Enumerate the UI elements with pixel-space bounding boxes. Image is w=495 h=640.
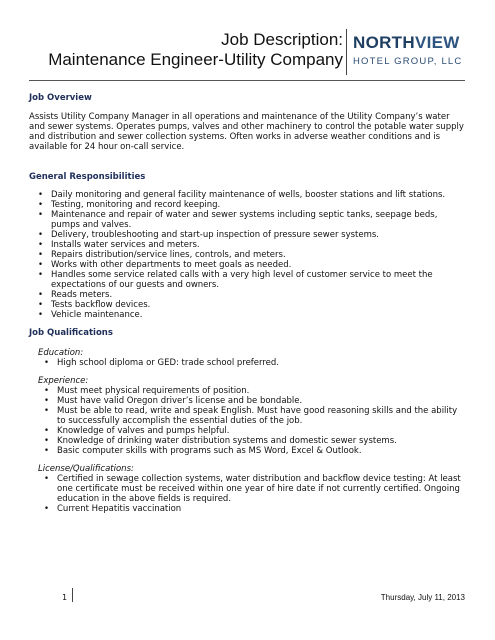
list-item <box>32 240 465 250</box>
overview-text: Assists Utility Company Manager in all operations and maintenance of the Utility Company’s water and sewer systems. Operates pumps, valves and other machinery to control the potable water supply and distribution and sewer collection systems. Often works in adverse weather conditions and is available for 24 hour on-call service. <box>29 112 464 152</box>
list-item-text: Repairs distribution/service lines, controls, and meters. <box>51 250 286 260</box>
list-item-text: Delivery, troubleshooting and start-up inspection of pressure sewer systems. <box>51 230 380 240</box>
list-item <box>38 396 465 406</box>
bullet-icon: • <box>38 270 44 280</box>
list-item-text: Daily monitoring and general facility maintenance of wells, booster stations and lift stations. <box>51 190 446 200</box>
company-logo <box>353 34 473 67</box>
bullet-icon: • <box>38 210 44 220</box>
list-item-text: Must meet physical requirements of position. <box>57 386 250 396</box>
page-number: 1 <box>62 593 68 602</box>
list-item <box>38 504 465 514</box>
document-title <box>48 30 343 70</box>
bullet-icon: • <box>44 396 50 406</box>
license-label: License/Qualifications: <box>38 464 134 474</box>
title-line-1: Job Description: <box>221 30 343 49</box>
bullet-icon: • <box>44 386 50 396</box>
footer-divider <box>72 588 73 602</box>
responsibilities-list <box>32 190 465 320</box>
overview-heading: Job Overview <box>29 93 92 103</box>
license-list <box>38 474 465 514</box>
experience-list <box>38 386 465 456</box>
list-item <box>38 386 465 396</box>
bullet-icon: • <box>38 200 44 210</box>
bullet-icon: • <box>44 426 50 436</box>
list-item-text: Vehicle maintenance. <box>51 310 143 320</box>
bullet-icon: • <box>44 358 50 368</box>
list-item <box>32 300 465 310</box>
list-item-text: Knowledge of valves and pumps helpful. <box>57 426 230 436</box>
logo-wordmark: NORTHVIEW <box>353 33 460 52</box>
list-item-text: Basic computer skills with programs such as MS Word, Excel & Outlook. <box>57 446 362 456</box>
list-item <box>38 436 465 446</box>
bullet-icon: • <box>38 300 44 310</box>
list-item-text: High school diploma or GED: trade school preferred. <box>57 358 280 368</box>
list-item-text: Current Hepatitis vaccination <box>57 504 182 514</box>
bullet-icon: • <box>38 240 44 250</box>
education-label: Education: <box>38 348 84 358</box>
bullet-icon: • <box>38 290 44 300</box>
header-divider <box>346 29 347 75</box>
list-item-text: Works with other departments to meet goals as needed. <box>51 260 292 270</box>
bullet-icon: • <box>38 260 44 270</box>
bullet-icon: • <box>44 436 50 446</box>
title-line-2: Maintenance Engineer-Utility Company <box>48 50 343 69</box>
list-item <box>32 290 465 300</box>
education-list <box>38 358 465 368</box>
list-item-text: Reads meters. <box>51 290 113 300</box>
list-item-text: Maintenance and repair of water and sewer systems including septic tanks, seepage beds, pumps and valves. <box>51 210 438 230</box>
list-item <box>32 190 465 200</box>
list-item <box>38 474 465 504</box>
bullet-icon: • <box>44 474 50 484</box>
responsibilities-heading: General Responsibilities <box>29 172 146 182</box>
list-item <box>32 210 465 230</box>
bullet-icon: • <box>38 310 44 320</box>
list-item-text: Must be able to read, write and speak English. Must have good reasoning skills and the ability to successfully accomplish the essential duties of the job. <box>57 406 458 426</box>
logo-subtitle: HOTEL GROUP, LLC <box>353 56 463 67</box>
experience-label: Experience: <box>38 376 89 386</box>
list-item-text: Knowledge of drinking water distribution systems and domestic sewer systems. <box>57 436 397 446</box>
list-item-text: Handles some service related calls with a very high level of customer service to meet the expectations of our guests and owners. <box>51 270 433 290</box>
list-item <box>32 250 465 260</box>
list-item-text: Testing, monitoring and record keeping. <box>51 200 221 210</box>
bullet-icon: • <box>44 504 50 514</box>
list-item <box>38 446 465 456</box>
list-item <box>38 426 465 436</box>
footer-date: Thursday, July 11, 2013 <box>380 593 465 602</box>
bullet-icon: • <box>38 250 44 260</box>
bullet-icon: • <box>44 406 50 416</box>
list-item-text: Installs water services and meters. <box>51 240 200 250</box>
list-item <box>32 230 465 240</box>
list-item-text: Tests backflow devices. <box>51 300 151 310</box>
document-body <box>29 93 465 514</box>
bullet-icon: • <box>38 230 44 240</box>
bullet-icon: • <box>38 190 44 200</box>
list-item <box>32 260 465 270</box>
header-rule <box>29 80 465 81</box>
qualifications-heading: Job Qualifications <box>29 328 113 338</box>
list-item-text: Certified in sewage collection systems, water distribution and backflow device testing: At least one certificate must be received within one year of hire date if not currently certified. Ongoing education in the above fields is required. <box>57 474 461 504</box>
list-item <box>32 270 465 290</box>
list-item <box>38 406 465 426</box>
bullet-icon: • <box>44 446 50 456</box>
list-item <box>38 358 465 368</box>
list-item-text: Must have valid Oregon driver’s license and be bondable. <box>57 396 303 406</box>
list-item <box>32 310 465 320</box>
list-item <box>32 200 465 210</box>
